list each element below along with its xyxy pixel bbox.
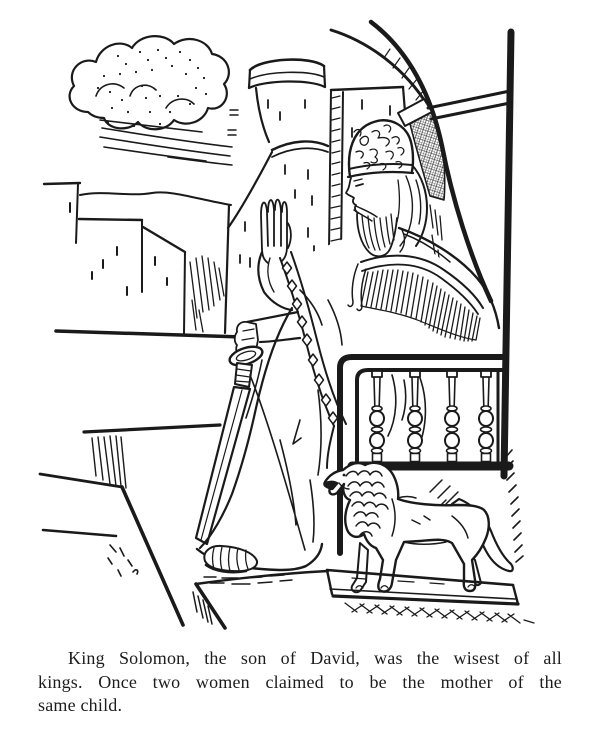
platform-edge <box>56 331 242 337</box>
steps <box>40 425 225 628</box>
cloud <box>70 36 232 165</box>
right-post <box>504 32 511 476</box>
caption-line-1: King Solomon, the son of David, was the wisest of all <box>68 648 562 668</box>
city-skyline <box>44 152 272 333</box>
distant-window-marks <box>228 110 238 135</box>
step-marks <box>108 545 138 576</box>
drape-hatching <box>505 450 523 562</box>
paw-toes <box>356 585 475 588</box>
caption <box>38 647 562 718</box>
arch-soffit-crosshatch <box>410 111 445 200</box>
caption-line-2: kings. Once two women claimed to be the mother of the <box>38 671 562 692</box>
plinth-crosshatch <box>345 603 534 623</box>
wall-hatching <box>190 256 224 332</box>
caption-line-3: same child. <box>38 695 123 715</box>
edge-hatching <box>331 96 340 241</box>
tower-window-marks <box>268 100 305 120</box>
ground-dashes <box>204 575 292 584</box>
window-marks <box>70 203 167 295</box>
step-face-hatching <box>92 436 126 488</box>
